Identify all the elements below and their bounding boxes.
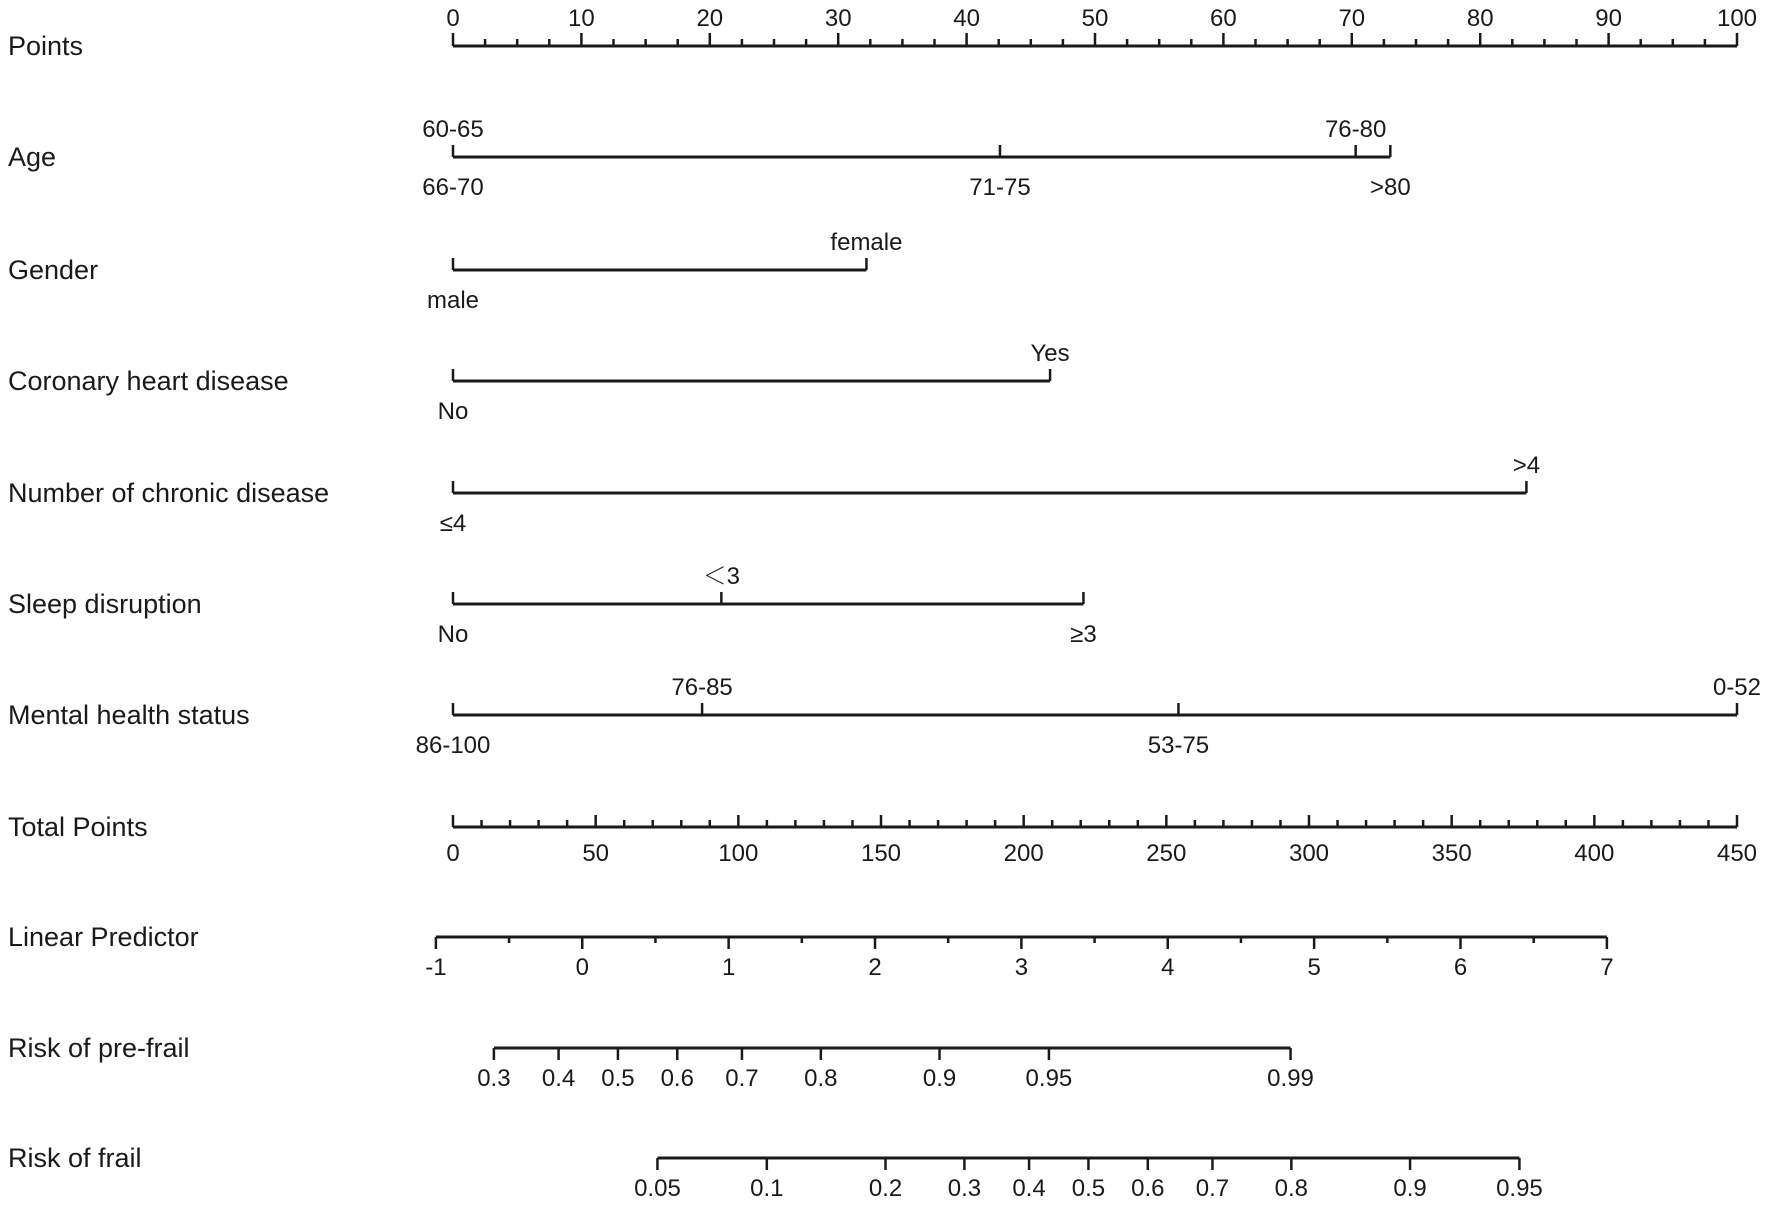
level-label-no: No: [437, 621, 469, 648]
probability-tick-label: 0.5: [1071, 1175, 1106, 1202]
probability-tick-label: 0.3: [947, 1175, 982, 1202]
level-label-86-100: 86-100: [415, 732, 491, 759]
row-label-mental-health-status: Mental health status: [8, 700, 250, 730]
probability-tick-label: 0.2: [868, 1175, 903, 1202]
row-label-age: Age: [8, 142, 57, 172]
points-tick-label: 30: [824, 5, 852, 32]
row-risk-of-frail: [8, 1143, 1543, 1202]
probability-tick-label: 0.99: [1267, 1065, 1314, 1092]
lp-tick-label: 4: [1161, 954, 1175, 981]
row-label-points: Points: [8, 31, 84, 61]
lp-tick-label: 5: [1307, 954, 1321, 981]
level-label-71-75: 71-75: [969, 174, 1031, 201]
lp-tick-label: 1: [721, 954, 736, 981]
total-tick-label: 400: [1574, 840, 1615, 867]
probability-tick-label: 0.05: [634, 1175, 681, 1202]
row-sleep-disruption: [8, 563, 1097, 648]
probability-tick-label: 0.6: [660, 1065, 694, 1092]
probability-tick-label: 0.9: [922, 1065, 957, 1092]
level-label-ge3: ≥3: [1070, 621, 1097, 648]
level-label-no: No: [437, 398, 469, 425]
level-label-76-85: 76-85: [671, 674, 733, 701]
probability-tick-label: 0.7: [725, 1065, 759, 1092]
points-tick-label: 10: [568, 5, 595, 32]
level-label-le4: ≤4: [439, 510, 467, 537]
level-label-53-75: 53-75: [1147, 732, 1210, 759]
row-points: [8, 5, 1757, 61]
probability-tick-label: 0.95: [1496, 1175, 1543, 1202]
probability-tick-label: 0.1: [750, 1175, 784, 1202]
total-tick-label: 50: [582, 840, 610, 867]
lp-tick-label: -1: [425, 954, 447, 981]
level-label-0-52: 0-52: [1712, 674, 1762, 701]
row-label-linear-predictor: Linear Predictor: [8, 922, 199, 952]
probability-tick-label: 0.4: [541, 1065, 576, 1092]
row-risk-of-pre-frail: [8, 1033, 1314, 1092]
level-label-yes: Yes: [1030, 340, 1070, 367]
level-label-lt3: ＜3: [702, 563, 741, 590]
lp-tick-label: 2: [868, 954, 882, 981]
total-tick-label: 350: [1431, 840, 1472, 867]
total-tick-label: 150: [860, 840, 902, 867]
lp-tick-label: 6: [1453, 954, 1468, 981]
total-tick-label: 100: [718, 840, 759, 867]
points-tick-label: 70: [1338, 5, 1366, 32]
row-total-points: [8, 812, 1757, 867]
points-tick-label: 90: [1595, 5, 1622, 32]
total-tick-label: 450: [1716, 840, 1758, 867]
level-label-gt80: >80: [1369, 174, 1411, 201]
probability-tick-label: 0.6: [1131, 1175, 1165, 1202]
points-tick-label: 20: [696, 5, 724, 32]
row-label-risk-of-frail: Risk of frail: [8, 1143, 142, 1173]
lp-tick-label: 7: [1600, 954, 1614, 981]
points-tick-label: 0: [446, 5, 460, 32]
points-tick-label: 100: [1716, 5, 1758, 32]
lp-tick-label: 3: [1014, 954, 1029, 981]
row-linear-predictor: [8, 922, 1614, 981]
probability-tick-label: 0.7: [1195, 1175, 1230, 1202]
level-label-60-65: 60-65: [422, 116, 484, 143]
points-tick-label: 40: [953, 5, 980, 32]
row-gender: [8, 229, 902, 314]
probability-tick-label: 0.8: [1274, 1175, 1309, 1202]
row-label-gender: Gender: [8, 255, 99, 285]
total-tick-label: 250: [1146, 840, 1187, 867]
probability-tick-label: 0.95: [1025, 1065, 1073, 1092]
row-label-total-points: Total Points: [8, 812, 148, 842]
row-label-number-of-chronic-disease: Number of chronic disease: [8, 478, 330, 508]
row-number-of-chronic-disease: [8, 452, 1540, 537]
points-tick-label: 60: [1210, 5, 1237, 32]
row-label-risk-of-pre-frail: Risk of pre-frail: [8, 1033, 190, 1063]
probability-tick-label: 0.3: [477, 1065, 511, 1092]
level-label-female: female: [830, 229, 903, 256]
level-label-male: male: [426, 287, 480, 314]
row-label-coronary-heart-disease: Coronary heart disease: [8, 366, 289, 396]
probability-tick-label: 0.4: [1012, 1175, 1046, 1202]
level-label-76-80: 76-80: [1324, 116, 1387, 143]
total-tick-label: 200: [1003, 840, 1044, 867]
lp-tick-label: 0: [575, 954, 589, 981]
row-coronary-heart-disease: [8, 340, 1070, 425]
probability-tick-label: 0.5: [601, 1065, 635, 1092]
total-tick-label: 300: [1288, 840, 1330, 867]
points-tick-label: 50: [1081, 5, 1109, 32]
points-tick-label: 80: [1466, 5, 1494, 32]
probability-tick-label: 0.8: [804, 1065, 838, 1092]
row-mental-health-status: [8, 674, 1761, 759]
row-age: [8, 116, 1411, 201]
level-label-gt4: >4: [1512, 452, 1541, 479]
total-tick-label: 0: [446, 840, 460, 867]
row-label-sleep-disruption: Sleep disruption: [8, 589, 202, 619]
probability-tick-label: 0.9: [1393, 1175, 1427, 1202]
level-label-66-70: 66-70: [422, 174, 484, 201]
